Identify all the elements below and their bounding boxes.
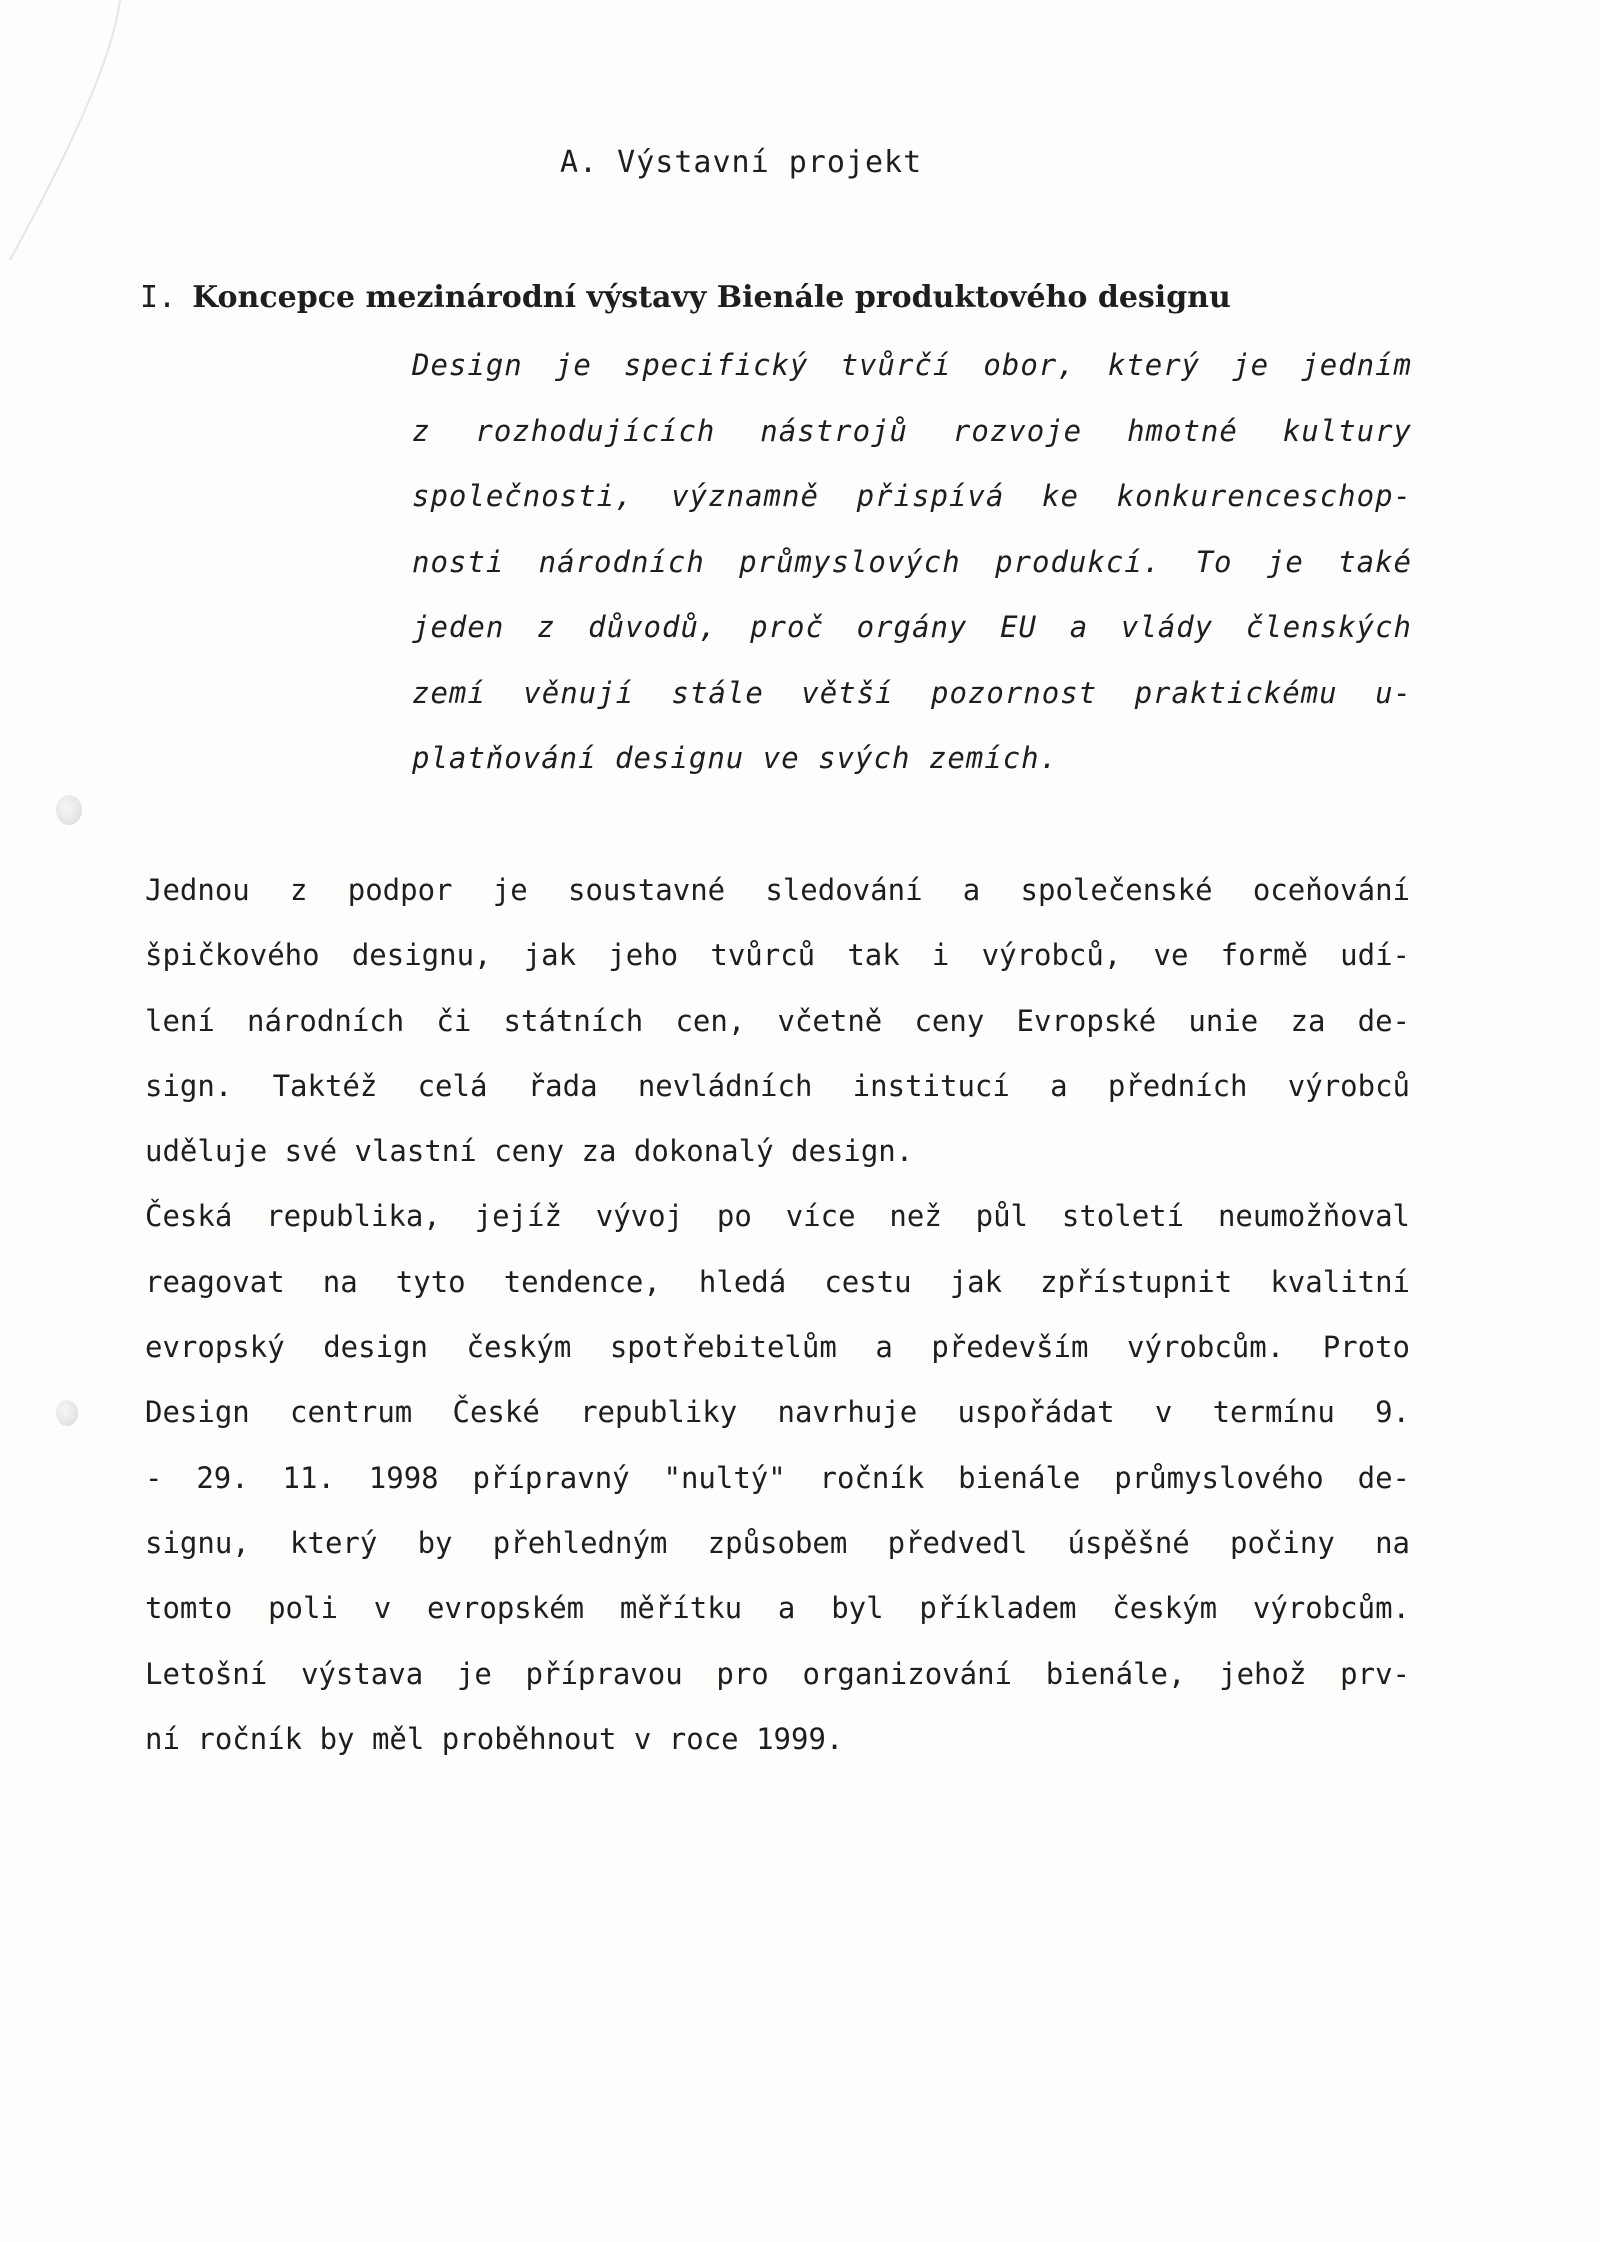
body-line: evropský design českým spotřebitelům a především výrobcům. Proto [145,1330,1410,1365]
quote-line: nosti národních průmyslových produkcí. To je také [412,544,1412,579]
body-text [145,865,1410,1779]
body-line: signu, který by přehledným způsobem předvedl úspěšné počiny na [145,1525,1410,1560]
body-line: sign. Taktéž celá řada nevládních institucí a předních výrobců [145,1068,1410,1103]
punch-hole [56,1400,78,1426]
body-line: Letošní výstava je přípravou pro organizování bienále, jehož prv- [145,1656,1410,1691]
section-title-text: Koncepce mezinárodní výstavy Bienále produktového designu [192,280,1231,315]
body-line: - 29. 11. 1998 přípravný "nultý" ročník bienále průmyslového de- [145,1460,1410,1495]
quote-block [412,340,1412,799]
body-line: Design centrum České republiky navrhuje uspořádat v termínu 9. [145,1395,1410,1430]
punch-hole [56,795,82,825]
quote-line: platňování designu ve svých zemích. [412,741,1059,775]
body-line: špičkového designu, jak jeho tvůrců tak i výrobců, ve formě udí- [145,938,1410,973]
body-line: uděluje své vlastní ceny za dokonalý design. [145,1134,914,1169]
quote-line: společnosti, významně přispívá ke konkurenceschop- [412,479,1412,513]
body-line: Jednou z podpor je soustavné sledování a společenské oceňování [145,873,1410,907]
body-line: lení národních či státních cen, včetně ceny Evropské unie za de- [145,1003,1410,1038]
section-title [140,280,1231,315]
document-heading: A. Výstavní projekt [560,145,923,180]
body-line: reagovat na tyto tendence, hledá cestu jak zpřístupnit kvalitní [145,1264,1410,1299]
quote-line: Design je specifický tvůrčí obor, který je jedním [412,348,1412,382]
body-line: tomto poli v evropském měřítku a byl příkladem českým výrobcům. [145,1591,1410,1626]
scan-edge-mark [0,0,140,300]
section-number: I. [140,280,177,315]
quote-line: jeden z důvodů, proč orgány EU a vlády členských [412,610,1412,644]
quote-line: zemí věnují stále větší pozornost praktickému u- [412,675,1412,710]
body-line: Česká republika, jejíž vývoj po více než půl století neumožňoval [145,1199,1410,1234]
quote-line: z rozhodujících nástrojů rozvoje hmotné kultury [412,413,1412,448]
body-line: ní ročník by měl proběhnout v roce 1999. [145,1721,844,1756]
